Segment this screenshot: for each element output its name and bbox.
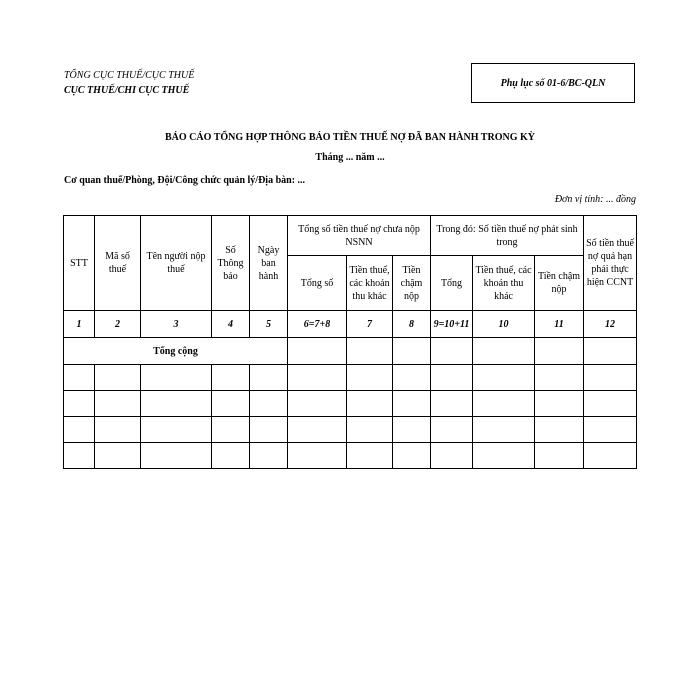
table-cell <box>584 365 637 391</box>
index-cell: 10 <box>473 311 535 338</box>
report-table <box>63 215 637 469</box>
table-cell <box>473 338 535 365</box>
table-cell <box>347 365 393 391</box>
agency-line: Cơ quan thuế/Phòng, Đội/Công chức quản lý/Địa bàn: ... <box>64 175 306 186</box>
table-cell <box>64 443 95 469</box>
table-cell <box>393 443 431 469</box>
table-cell <box>347 338 393 365</box>
authority-line-1: TỔNG CỤC THUẾ/CỤC THUẾ <box>64 70 195 81</box>
table-cell <box>535 443 584 469</box>
col-header-overdue: Số tiền thuế nợ quá hạn phải thực hiện CCNT <box>584 216 637 311</box>
table-cell <box>212 391 250 417</box>
table-cell <box>250 365 288 391</box>
subcol-tax-other-2: Tiền thuế, các khoản thu khác <box>473 256 535 311</box>
index-cell: 7 <box>347 311 393 338</box>
index-cell: 5 <box>250 311 288 338</box>
table-cell <box>64 417 95 443</box>
index-cell: 3 <box>141 311 212 338</box>
subcol-late-payment: Tiền chậm nộp <box>393 256 431 311</box>
table-cell <box>473 417 535 443</box>
subcol-late-payment-2: Tiền chậm nộp <box>535 256 584 311</box>
subcol-tax-other: Tiền thuế, các khoản thu khác <box>347 256 393 311</box>
table-cell <box>473 443 535 469</box>
table-cell <box>250 443 288 469</box>
table-cell <box>212 365 250 391</box>
table-cell <box>393 338 431 365</box>
authority-line-2: CỤC THUẾ/CHI CỤC THUẾ <box>64 85 190 96</box>
table-cell <box>250 417 288 443</box>
table-cell <box>212 443 250 469</box>
index-cell: 8 <box>393 311 431 338</box>
table-cell <box>431 443 473 469</box>
table-cell <box>141 391 212 417</box>
table-cell <box>393 417 431 443</box>
table-cell <box>64 365 95 391</box>
table-cell <box>212 417 250 443</box>
table-row <box>64 391 637 417</box>
table-row <box>64 417 637 443</box>
index-cell: 6=7+8 <box>288 311 347 338</box>
table-cell <box>95 391 141 417</box>
col-header-stt: STT <box>64 216 95 311</box>
table-cell <box>473 365 535 391</box>
table-cell <box>473 391 535 417</box>
table-cell <box>584 443 637 469</box>
table-cell <box>347 417 393 443</box>
index-cell: 12 <box>584 311 637 338</box>
group-header-arising-debt: Trong đó: Số tiền thuế nợ phát sinh trong <box>431 216 584 256</box>
table-cell <box>431 417 473 443</box>
table-cell <box>95 417 141 443</box>
table-cell <box>288 443 347 469</box>
col-header-tax-code: Mã số thuế <box>95 216 141 311</box>
index-cell: 11 <box>535 311 584 338</box>
appendix-box: Phụ lục số 01-6/BC-QLN <box>471 63 635 103</box>
table-cell <box>141 443 212 469</box>
report-period: Tháng ... năm ... <box>315 152 385 163</box>
table-cell <box>141 417 212 443</box>
subcol-total: Tổng số <box>288 256 347 311</box>
total-label: Tổng cộng <box>64 338 288 365</box>
index-cell: 2 <box>95 311 141 338</box>
table-cell <box>535 417 584 443</box>
table-cell <box>250 391 288 417</box>
group-header-total-debt: Tổng số tiền thuế nợ chưa nộp NSNN <box>288 216 431 256</box>
table-cell <box>431 391 473 417</box>
table-cell <box>393 365 431 391</box>
table-cell <box>288 365 347 391</box>
table-cell <box>347 391 393 417</box>
table-cell <box>288 417 347 443</box>
table-cell <box>584 417 637 443</box>
issuing-authority <box>64 68 194 98</box>
index-cell: 9=10+11 <box>431 311 473 338</box>
report-title: BÁO CÁO TỔNG HỢP THÔNG BÁO TIỀN THUẾ NỢ ĐÃ BAN HÀNH TRONG KỲ <box>165 132 535 143</box>
table-cell <box>347 443 393 469</box>
currency-unit: Đơn vị tính: ... đồng <box>554 194 636 205</box>
col-header-taxpayer: Tên người nộp thuế <box>141 216 212 311</box>
table-cell <box>141 365 212 391</box>
table-cell <box>431 338 473 365</box>
table-cell <box>95 443 141 469</box>
table-row <box>64 443 637 469</box>
header-row-1 <box>64 216 637 256</box>
col-header-notice-no: Số Thông báo <box>212 216 250 311</box>
table-cell <box>64 391 95 417</box>
table-cell <box>288 338 347 365</box>
index-cell: 4 <box>212 311 250 338</box>
table-cell <box>393 391 431 417</box>
table-cell <box>431 365 473 391</box>
table-cell <box>95 365 141 391</box>
table-cell <box>584 338 637 365</box>
table-row <box>64 365 637 391</box>
column-index-row <box>64 311 637 338</box>
table-cell <box>535 338 584 365</box>
table-cell <box>535 391 584 417</box>
table-cell <box>584 391 637 417</box>
table-cell <box>288 391 347 417</box>
total-row <box>64 338 637 365</box>
col-header-issue-date: Ngày ban hành <box>250 216 288 311</box>
table-cell <box>535 365 584 391</box>
subcol-sum: Tổng <box>431 256 473 311</box>
index-cell: 1 <box>64 311 95 338</box>
